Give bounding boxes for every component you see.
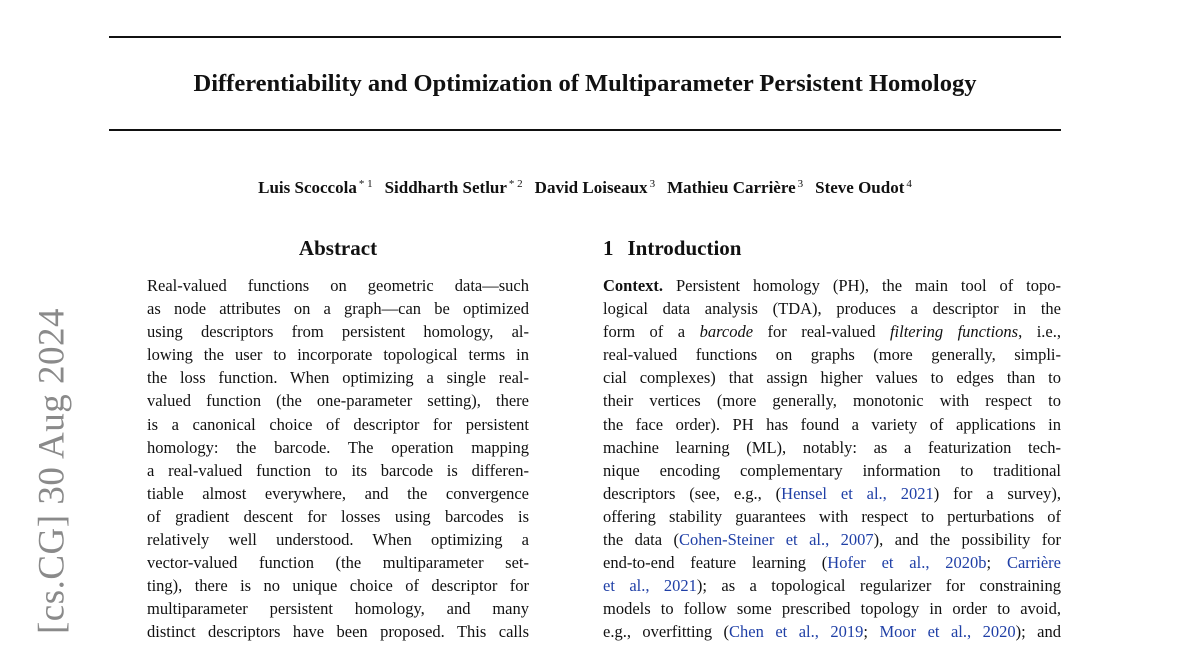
- abstract-line: a real-valued function to its barcode is differen-: [147, 460, 529, 480]
- intro-text: ;: [863, 622, 880, 642]
- citation-link[interactable]: et al., 2021: [603, 576, 697, 596]
- intro-text: ) for a survey),: [933, 483, 1061, 503]
- abstract-line: lowing the user to incorporate topological terms in: [147, 345, 529, 365]
- context-label: Context.: [603, 276, 664, 295]
- intro-line: [603, 551, 1061, 574]
- abstract-line: vector-valued function (the multiparameter set-: [147, 553, 529, 573]
- author: [815, 178, 912, 197]
- intro-text: Persistent homology (PH), the main tool of topo-: [663, 276, 1061, 295]
- intro-line: [603, 574, 1061, 597]
- abstract-line: as node attributes on a graph—can be optimized: [147, 299, 529, 319]
- intro-line: [603, 528, 1061, 551]
- intro-line: real-valued functions on graphs (more generally, simpli-: [603, 345, 1061, 365]
- intro-text: for real-valued: [753, 322, 890, 342]
- intro-text: , i.e.,: [1018, 322, 1061, 342]
- author-name: Steve Oudot: [815, 178, 905, 197]
- author-name: David Loiseaux: [534, 178, 648, 197]
- intro-line: machine learning (ML), notably: as a featurization tech-: [603, 437, 1061, 457]
- citation-link[interactable]: Cohen-Steiner et al., 2007: [679, 530, 874, 550]
- author-affiliation-marks: 3: [797, 178, 804, 190]
- intro-line: [603, 320, 1061, 343]
- intro-text: ), and the possibility for: [873, 530, 1061, 550]
- intro-line: models to follow some prescribed topology in order to avoid,: [603, 599, 1061, 619]
- section-title: Introduction: [627, 236, 742, 260]
- paper-title: Differentiability and Optimization of Multiparameter Persistent Homology: [193, 70, 977, 97]
- author: [258, 178, 372, 197]
- author: [535, 178, 655, 197]
- abstract-line: of gradient descent for losses using barcodes is: [147, 506, 529, 526]
- title-bottom-rule: [109, 129, 1061, 131]
- abstract-line: homology: the barcode. The operation mapping: [147, 437, 529, 457]
- author: [385, 178, 523, 197]
- intro-text: descriptors (see, e.g., (: [603, 483, 782, 503]
- abstract-line: ting), there is no unique choice of descriptor for: [147, 576, 529, 596]
- section-number: 1: [603, 236, 614, 260]
- intro-line: [603, 482, 1061, 505]
- title-top-rule: [109, 36, 1061, 38]
- intro-text: ;: [986, 553, 1007, 573]
- author-affiliation-marks: 4: [906, 178, 912, 190]
- intro-line: cial complexes) that assign higher values to edges than to: [603, 368, 1061, 388]
- abstract-heading: Abstract: [298, 236, 378, 260]
- intro-line: offering stability guarantees with respect to perturbations of: [603, 506, 1061, 526]
- abstract-line: is a canonical choice of descriptor for persistent: [147, 414, 529, 434]
- citation-link[interactable]: Hensel et al., 2021: [781, 483, 934, 503]
- intro-text: form of a: [603, 322, 700, 342]
- intro-text: end-to-end feature learning (: [603, 553, 828, 573]
- author-name: Siddharth Setlur: [384, 178, 507, 197]
- author-affiliation-marks: * 1: [358, 178, 373, 190]
- intro-line: nique encoding complementary information to traditional: [603, 460, 1061, 480]
- abstract-line: distinct descriptors have been proposed. This calls: [147, 622, 529, 642]
- abstract-line: using descriptors from persistent homology, al-: [147, 322, 529, 342]
- intro-line: [603, 620, 1061, 643]
- abstract-line: tiable almost everywhere, and the convergence: [147, 483, 529, 503]
- introduction-body: [603, 274, 1061, 644]
- author-name: Luis Scoccola: [258, 178, 357, 197]
- intro-line: their vertices (more generally, monotonic with respect to: [603, 391, 1061, 411]
- abstract-line: relatively well understood. When optimizing a: [147, 530, 529, 550]
- arxiv-margin-identifier: [cs.CG] 30 Aug 2024: [31, 307, 73, 635]
- citation-link[interactable]: Chen et al., 2019: [729, 622, 864, 642]
- author-name: Mathieu Carrière: [667, 178, 796, 197]
- abstract-body: [147, 274, 529, 644]
- introduction-heading: [603, 235, 741, 261]
- author: [667, 178, 803, 197]
- term-barcode: barcode: [699, 322, 754, 342]
- citation-link[interactable]: Moor et al., 2020: [879, 622, 1016, 642]
- abstract-line: valued function (the one-parameter setting), there: [147, 391, 529, 411]
- author-affiliation-marks: 3: [649, 178, 656, 190]
- intro-line: the face order). PH has found a variety of applications in: [603, 414, 1061, 434]
- term-filtering-functions: filtering functions: [889, 322, 1019, 342]
- citation-link[interactable]: Hofer et al., 2020b: [827, 553, 987, 573]
- author-affiliation-marks: * 2: [508, 178, 523, 190]
- intro-text: e.g., overfitting (: [603, 622, 730, 642]
- intro-text: ); as a topological regularizer for constraining: [696, 576, 1061, 596]
- abstract-line: the loss function. When optimizing a single real-: [147, 368, 529, 388]
- citation-link[interactable]: Carrière: [1006, 553, 1061, 573]
- intro-line: logical data analysis (TDA), produces a descriptor in the: [603, 299, 1061, 319]
- intro-text: ); and: [1015, 622, 1061, 642]
- abstract-line: Real-valued functions on geometric data—such: [147, 276, 529, 295]
- abstract-line: multiparameter persistent homology, and many: [147, 599, 529, 619]
- intro-text: the data (: [603, 530, 679, 550]
- intro-line: [603, 274, 1061, 297]
- author-list: [109, 172, 1061, 200]
